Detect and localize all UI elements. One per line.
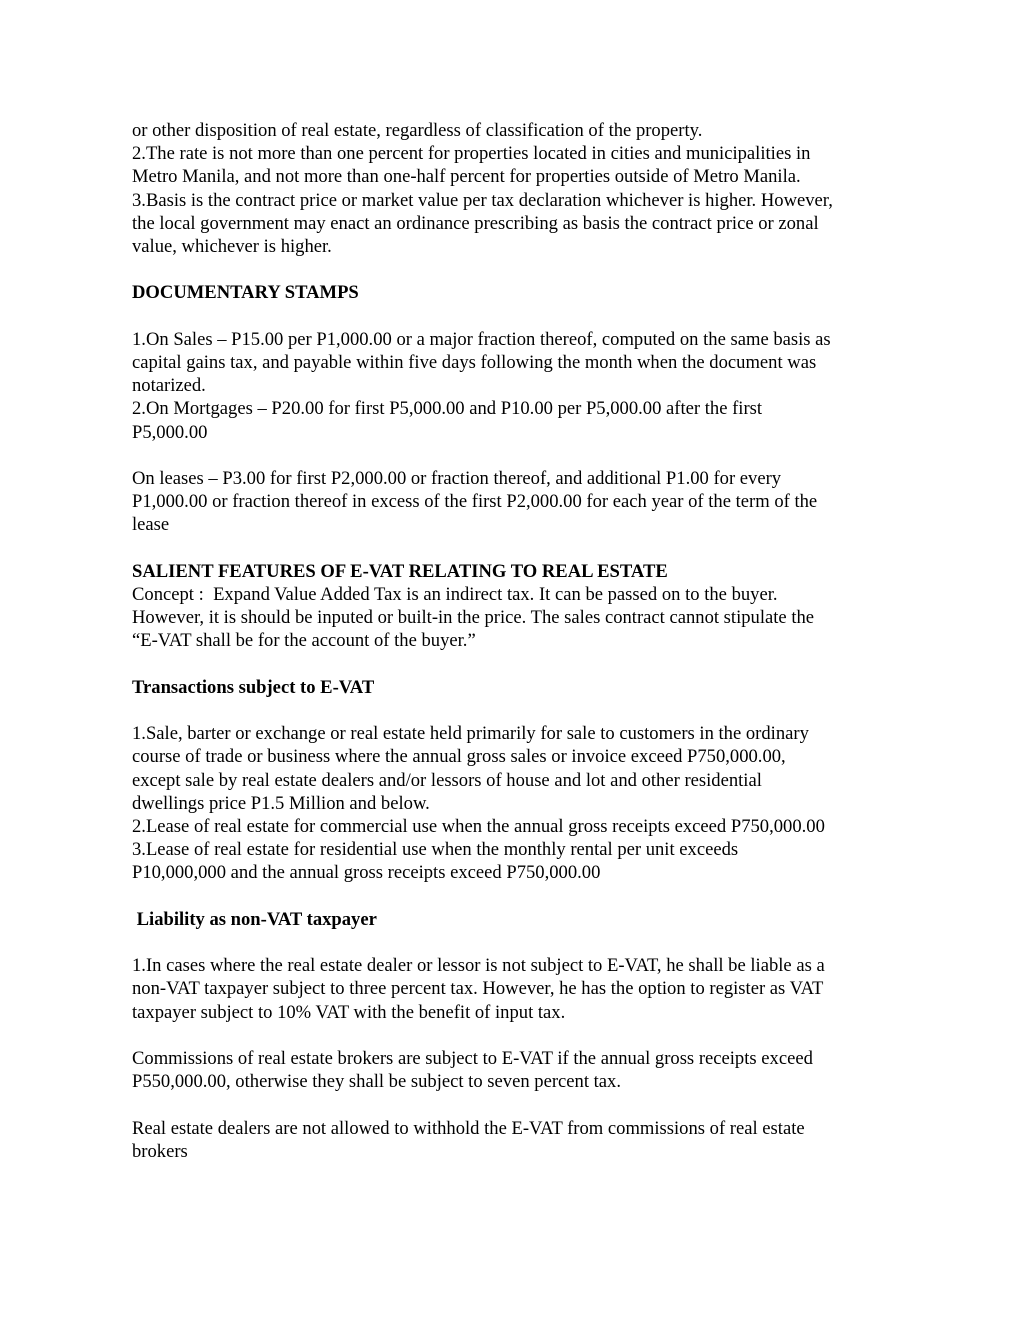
transactions-list: [132, 722, 902, 884]
paragraph-spacer: [132, 258, 902, 281]
text-line: 2.The rate is not more than one percent for properties located in cities and municipalities in: [132, 143, 811, 165]
text-line: lease: [132, 514, 170, 536]
liability-heading: Liability as non-VAT taxpayer: [132, 908, 377, 930]
text-line: “E-VAT shall be for the account of the buyer.”: [132, 630, 476, 652]
paragraph-spacer: [132, 1024, 902, 1047]
paragraph-spacer: [132, 931, 902, 954]
paragraph-spacer: [132, 444, 902, 467]
text-line: On leases – P3.00 for first P2,000.00 or fraction thereof, and additional P1.00 for every: [132, 468, 782, 489]
liability-paragraph: [132, 954, 902, 1024]
text-line: dwellings price P1.5 Million and below.: [132, 792, 430, 814]
text-line: taxpayer subject to 10% VAT with the benefit of input tax.: [132, 1001, 566, 1023]
text-line: except sale by real estate dealers and/or lessors of house and lot and other residential: [132, 769, 762, 791]
text-line: Concept : Expand Value Added Tax is an indirect tax. It can be passed on to the buyer.: [132, 584, 778, 605]
text-line: Metro Manila, and not more than one-half percent for properties outside of Metro Manila.: [132, 166, 801, 188]
evat-heading: SALIENT FEATURES OF E-VAT RELATING TO REAL ESTATE: [132, 560, 668, 582]
leases-paragraph: [132, 467, 902, 537]
text-line: 2.Lease of real estate for commercial use when the annual gross receipts exceed P750,000.00: [132, 816, 825, 837]
text-line: notarized.: [132, 375, 206, 397]
text-line: capital gains tax, and payable within five days following the month when the document was: [132, 352, 817, 373]
text-line: Real estate dealers are not allowed to withhold the E-VAT from commissions of real estate: [132, 1117, 805, 1139]
text-line: Commissions of real estate brokers are subject to E-VAT if the annual gross receipts exceed: [132, 1047, 813, 1069]
text-line: course of trade or business where the annual gross sales or invoice exceed P750,000.00,: [132, 746, 786, 768]
dealers-paragraph: [132, 1117, 902, 1163]
text-line: 2.On Mortgages – P20.00 for first P5,000.00 and P10.00 per P5,000.00 after the first: [132, 398, 763, 420]
documentary-stamps-items: [132, 328, 902, 444]
text-line: or other disposition of real estate, regardless of classification of the property.: [132, 120, 703, 141]
text-line: However, it is should be inputed or built-in the price. The sales contract cannot stipulate the: [132, 607, 815, 629]
text-line: 1.In cases where the real estate dealer or lessor is not subject to E-VAT, he shall be liable as a: [132, 955, 825, 977]
text-line: 1.On Sales – P15.00 per P1,000.00 or a major fraction thereof, computed on the same basis as: [132, 328, 831, 350]
text-line: P1,000.00 or fraction thereof in excess of the first P2,000.00 for each year of the term of the: [132, 491, 818, 513]
document-page: [132, 119, 902, 1163]
text-line: brokers: [132, 1140, 188, 1162]
text-line: 3.Basis is the contract price or market value per tax declaration whichever is higher. However,: [132, 189, 833, 211]
paragraph-spacer: [132, 699, 902, 722]
text-line: 3.Lease of real estate for residential use when the monthly rental per unit exceeds: [132, 839, 739, 861]
evat-concept-paragraph: [132, 583, 902, 653]
text-line: value, whichever is higher.: [132, 236, 332, 258]
text-line: 1.Sale, barter or exchange or real estate held primarily for sale to customers in the ordinary: [132, 723, 809, 745]
documentary-stamps-heading: DOCUMENTARY STAMPS: [132, 282, 359, 304]
text-line: non-VAT taxpayer subject to three percent tax. However, he has the option to register as VAT: [132, 978, 824, 1000]
transactions-heading: Transactions subject to E-VAT: [132, 676, 375, 698]
text-line: P10,000,000 and the annual gross receipts exceed P750,000.00: [132, 862, 601, 884]
commissions-paragraph: [132, 1047, 902, 1093]
paragraph-spacer: [132, 1093, 902, 1116]
paragraph-spacer: [132, 653, 902, 676]
intro-paragraph: [132, 119, 902, 258]
paragraph-spacer: [132, 885, 902, 908]
text-line: P550,000.00, otherwise they shall be subject to seven percent tax.: [132, 1071, 622, 1093]
text-line: P5,000.00: [132, 421, 208, 443]
paragraph-spacer: [132, 305, 902, 328]
text-line: the local government may enact an ordinance prescribing as basis the contract price or zonal: [132, 212, 819, 234]
paragraph-spacer: [132, 537, 902, 560]
